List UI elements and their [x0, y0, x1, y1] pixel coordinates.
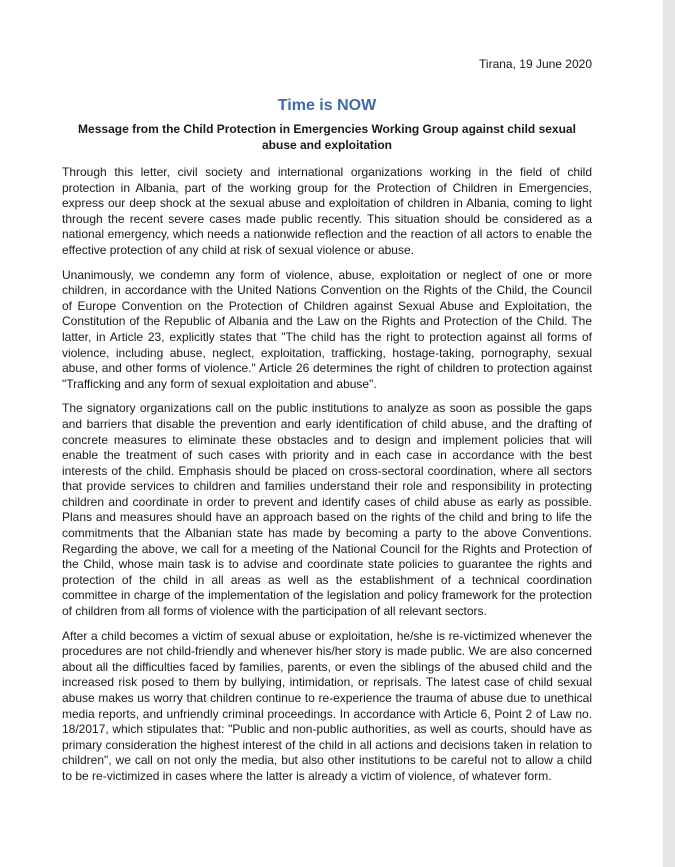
letter-body — [62, 165, 592, 794]
paragraph-2: Unanimously, we condemn any form of violence, abuse, exploitation or neglect of one or more children, in accordance with the United Nations Convention on the Rights of the Child, the Council of Europe Convention on the Protection of Children against Sexual Abuse and Exploitation, the Constitution of the Republic of Albania and the Law on the Rights and Protection of the Child. The latter, in Article 23, explicitly states that "The child has the right to protection against all forms of violence, including abuse, neglect, exploitation, trafficking, hostage-taking, pornography, sexual abuse, and other forms of violence." Article 26 determines the right of children to protection against "Trafficking and any form of sexual exploitation and abuse". — [62, 267, 592, 391]
paragraph-3: The signatory organizations call on the public institutions to analyze as soon as possible the gaps and barriers that disable the prevention and early identification of child abuse, and the drafting of concrete measures to eliminate these obstacles and to design and implement policies that will enable the treatment of such cases with priority and in each case in accordance with the best interests of the child. Emphasis should be placed on cross-sectoral coordination, where all sectors that provide services to children and families understand their role and responsibility in protecting children and coordinate in order to prevent and identify cases of child abuse as early as possible. Plans and measures should have an approach based on the rights of the child and bring to life the commitments that the Albanian state has made by becoming a party to the above Conventions. Regarding the above, we call for a meeting of the National Council for the Rights and Protection of the Child, whose main task is to advise and coordinate state policies to guarantee the rights and protection of the child in all areas as well as the establishment of a technical coordination committee in charge of the implementation of the legislation and policy framework for the protection of children from all forms of violence with the participation of all relevant sectors. — [62, 401, 592, 619]
paragraph-1: Through this letter, civil society and international organizations working in the field of child protection in Albania, part of the working group for the Protection of Children in Emergencies, express our deep shock at the sexual abuse and exploitation of children in Albania, coming to light through the recent severe cases made public recently. This situation should be considered as a national emergency, which needs a nationwide reflection and the reaction of all actors to enable the effective protection of any child at risk of sexual violence or abuse. — [62, 165, 592, 257]
viewer-margin — [663, 0, 675, 867]
paragraph-4: After a child becomes a victim of sexual abuse or exploitation, he/she is re-victimized whenever the procedures are not child-friendly and whenever his/her story is made public. We are also concerned about all the difficulties faced by families, parents, or even the siblings of the abused child and the increased risk posed to them by bullying, intimidation, or reprisals. The latest case of child sexual abuse makes us worry that children continue to re-experience the trauma of abuse due to unethical media reports, and unfriendly criminal proceedings. In accordance with Article 6, Point 2 of Law no. 18/2017, which stipulates that: "Public and non-public authorities, as well as courts, should have as primary consideration the highest interest of the child in all actions and decisions taken in relation to children", we call on not only the media, but also other institutions to be careful not to allow a child to be re-victimized in cases where the latter is already a victim of violence, of whatever form. — [62, 628, 592, 783]
letter-subtitle: Message from the Child Protection in Emergencies Working Group against child sexual abuse and exploitation — [78, 122, 576, 152]
letter-title: Time is NOW — [277, 97, 377, 114]
letter-date: Tirana, 19 June 2020 — [479, 57, 592, 71]
